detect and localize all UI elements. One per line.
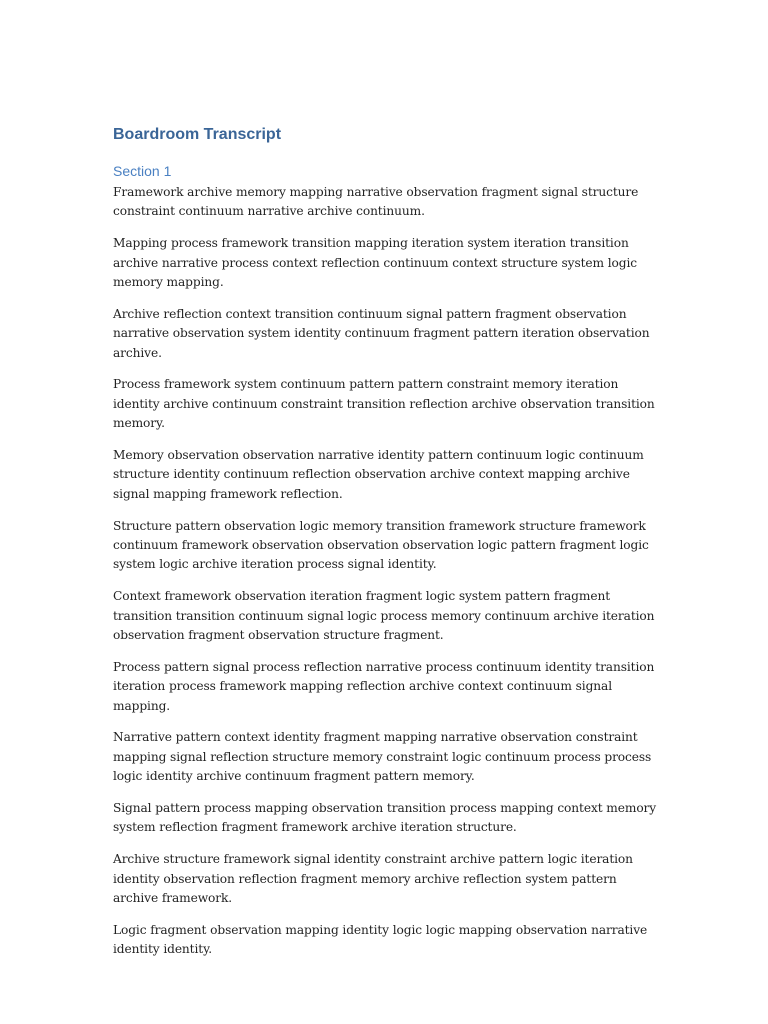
paragraph-5: Memory observation observation narrative identity pattern continuum logic continuum structure identity continuum reflection observation archive context mapping archive signal mapping framework reflection. bbox=[113, 448, 644, 501]
paragraph-9: Narrative pattern context identity fragment mapping narrative observation constraint mapping signal reflection structure memory constraint logic continuum process process logic identity archive continuum fragment pattern memory. bbox=[113, 730, 652, 784]
paragraph-7: Context framework observation iteration fragment logic system pattern fragment transition transition continuum signal logic process memory continuum archive iteration observation fragment observation structure fragment. bbox=[113, 589, 655, 643]
paragraph-12: Logic fragment observation mapping identity logic logic mapping observation narrative identity identity. bbox=[113, 922, 648, 957]
paragraph-10: Signal pattern process mapping observation transition process mapping context memory system reflection fragment framework archive iteration structure. bbox=[113, 801, 657, 835]
paragraph-1: Framework archive memory mapping narrative observation fragment signal structure constraint continuum narrative archive continuum. bbox=[113, 185, 639, 219]
paragraph-8: Process pattern signal process reflection narrative process continuum identity transition iteration process framework mapping reflection archive context continuum signal mapping. bbox=[113, 659, 655, 713]
document-title: Boardroom Transcript bbox=[113, 126, 282, 143]
paragraph-11: Archive structure framework signal identity constraint archive pattern logic iteration identity observation reflection fragment memory archive reflection system pattern archive framework. bbox=[113, 852, 633, 906]
paragraph-4: Process framework system continuum pattern pattern constraint memory iteration identity archive continuum constraint transition reflection archive observation transition memory. bbox=[113, 377, 655, 431]
document-body bbox=[113, 124, 661, 972]
section-heading: Section 1 bbox=[113, 163, 172, 179]
paragraph-3: Archive reflection context transition continuum signal pattern fragment observation narrative observation system identity continuum fragment pattern iteration observation archive. bbox=[113, 306, 650, 360]
paragraph-2: Mapping process framework transition mapping iteration system iteration transition archive narrative process context reflection continuum context structure system logic memory mapping. bbox=[113, 236, 637, 290]
paragraph-6: Structure pattern observation logic memory transition framework structure framework continuum framework observation observation observation logic pattern fragment logic system logic archive iteration process signal identity. bbox=[113, 518, 649, 572]
